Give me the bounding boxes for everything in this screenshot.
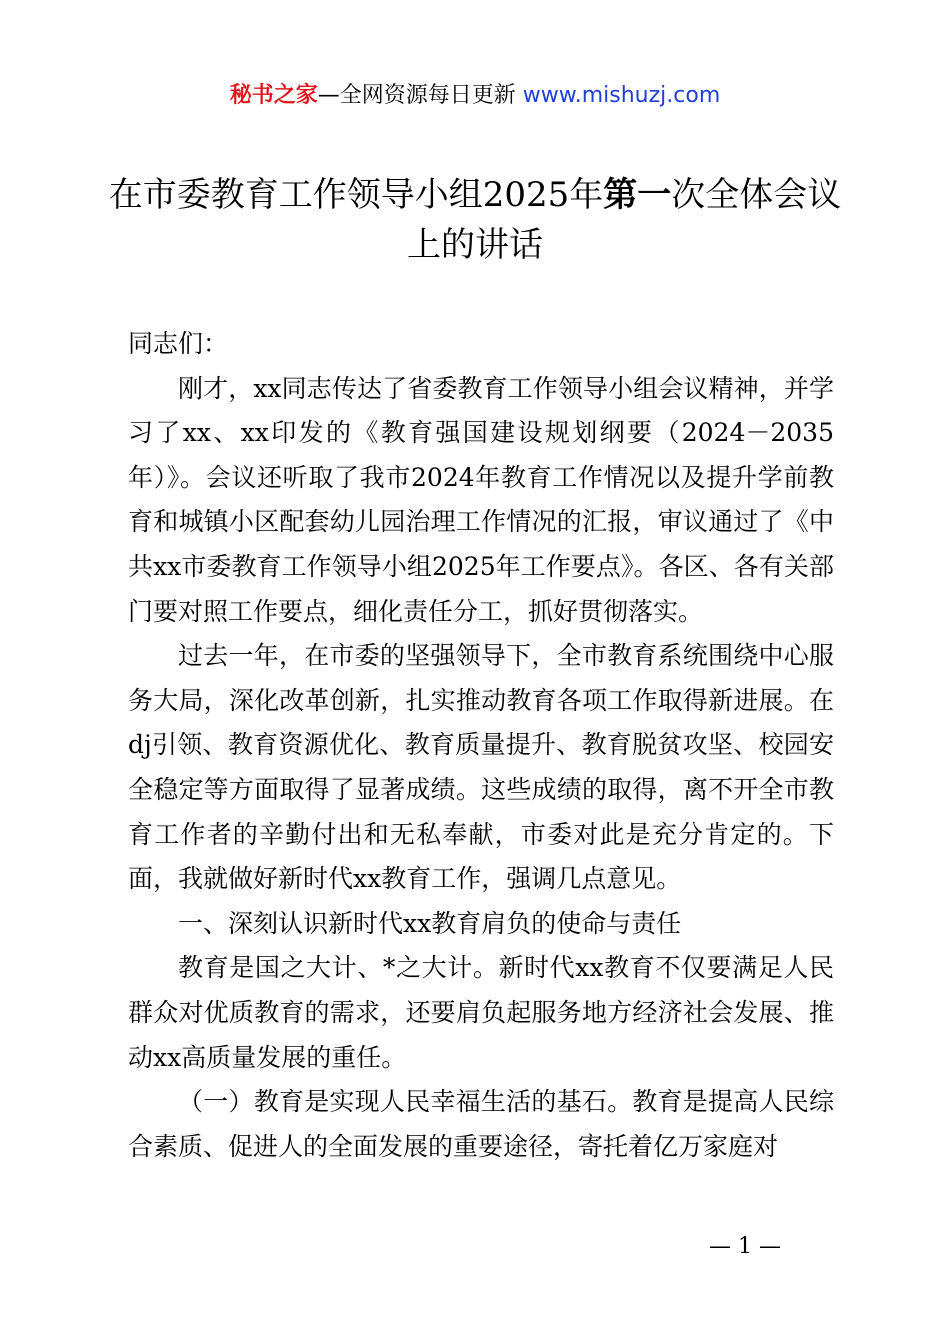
paragraph: （一）教育是实现人民幸福生活的基石。教育是提高人民综合素质、促进人的全面发展的重要途径，寄托着亿万家庭对: [128, 1087, 834, 1161]
document-body: [128, 322, 834, 1169]
paragraph: 教育是国之大计、*之大计。新时代xx教育不仅要满足人民群众对优质教育的需求，还要肩负起服务地方经济社会发展、推动xx高质量发展的重任。: [128, 953, 834, 1072]
title-text-part2: 次全体会议上的讲话: [407, 175, 842, 265]
paragraph: 刚才，xx同志传达了省委教育工作领导小组会议精神，并学习了xx、xx印发的《教育强国建设规划纲要（2024－2035年）》。会议还听取了我市2024年教育工作情况以及提升学前教育和城镇小区配套幼儿园治理工作情况的汇报，审议通过了《中共xx市委教育工作领导小组2025年工作要点》。各区、各有关部门要对照工作要点，细化责任分工，抓好贯彻落实。: [128, 373, 834, 626]
document-title: [100, 170, 850, 270]
paragraph: 过去一年，在市委的坚强领导下，全市教育系统围绕中心服务大局，深化改革创新，扎实推动教育各项工作取得新进展。在dj引领、教育资源优化、教育质量提升、教育脱贫攻坚、校园安全稳定等方面取得了显著成绩。这些成绩的取得，离不开全市教育工作者的辛勤付出和无私奉献，市委对此是充分肯定的。下面，我就做好新时代xx教育工作，强调几点意见。: [128, 641, 834, 894]
site-url-link[interactable]: www.mishuzj.com: [522, 83, 721, 108]
site-header: [0, 80, 950, 112]
site-brand: 秘书之家: [229, 83, 318, 108]
salutation: 同志们：: [128, 329, 229, 358]
title-text-part1: 在市委教育工作领导小组2025年: [108, 175, 604, 215]
section-heading: 一、深刻认识新时代xx教育肩负的使命与责任: [178, 908, 682, 938]
page-number: — 1 —: [709, 1234, 781, 1259]
site-tagline: —全网资源每日更新: [317, 83, 516, 108]
title-text-bold: 第一: [603, 175, 672, 215]
